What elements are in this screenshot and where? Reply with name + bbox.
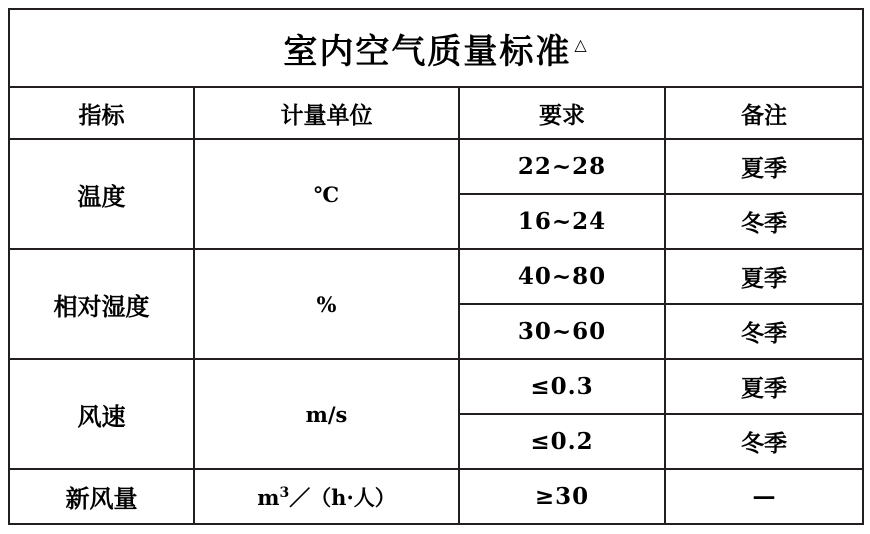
requirement-value: 16~24 xyxy=(459,194,665,249)
unit-relative-humidity: % xyxy=(194,249,459,359)
table-row xyxy=(9,249,863,304)
requirement-value: ≤0.2 xyxy=(459,414,665,469)
header-note: 备注 xyxy=(665,87,863,139)
unit-temperature: ℃ xyxy=(194,139,459,249)
unit-air-velocity: m/s xyxy=(194,359,459,469)
parameter-relative-humidity: 相对湿度 xyxy=(9,249,194,359)
requirement-value: ≤0.3 xyxy=(459,359,665,414)
header-requirement: 要求 xyxy=(459,87,665,139)
note-value: 冬季 xyxy=(665,304,863,359)
parameter-fresh-air-volume: 新风量 xyxy=(9,469,194,524)
parameter-temperature: 温度 xyxy=(9,139,194,249)
note-value: 夏季 xyxy=(665,139,863,194)
note-value: 夏季 xyxy=(665,359,863,414)
note-value: 冬季 xyxy=(665,194,863,249)
table-row xyxy=(9,139,863,194)
header-parameter: 指标 xyxy=(9,87,194,139)
indoor-air-quality-table xyxy=(8,8,864,525)
table-header-row xyxy=(9,87,863,139)
unit-fresh-air-volume xyxy=(194,469,459,524)
requirement-value: 40~80 xyxy=(459,249,665,304)
table-title xyxy=(9,9,863,87)
table-row xyxy=(9,469,863,524)
note-value: — xyxy=(665,469,863,524)
requirement-value: 30~60 xyxy=(459,304,665,359)
unit-suffix: ／（h·人） xyxy=(289,484,396,510)
requirement-value: ≥30 xyxy=(459,469,665,524)
unit-prefix: m xyxy=(257,484,280,510)
document-page xyxy=(0,8,870,534)
table-title-text: 室内空气质量标准 xyxy=(283,31,572,72)
requirement-value: 22~28 xyxy=(459,139,665,194)
parameter-air-velocity: 风速 xyxy=(9,359,194,469)
table-row xyxy=(9,359,863,414)
unit-exponent: 3 xyxy=(279,484,290,501)
note-value: 夏季 xyxy=(665,249,863,304)
note-value: 冬季 xyxy=(665,414,863,469)
title-superscript-mark: △ xyxy=(574,35,589,55)
table-title-row xyxy=(9,9,863,87)
header-unit: 计量单位 xyxy=(194,87,459,139)
